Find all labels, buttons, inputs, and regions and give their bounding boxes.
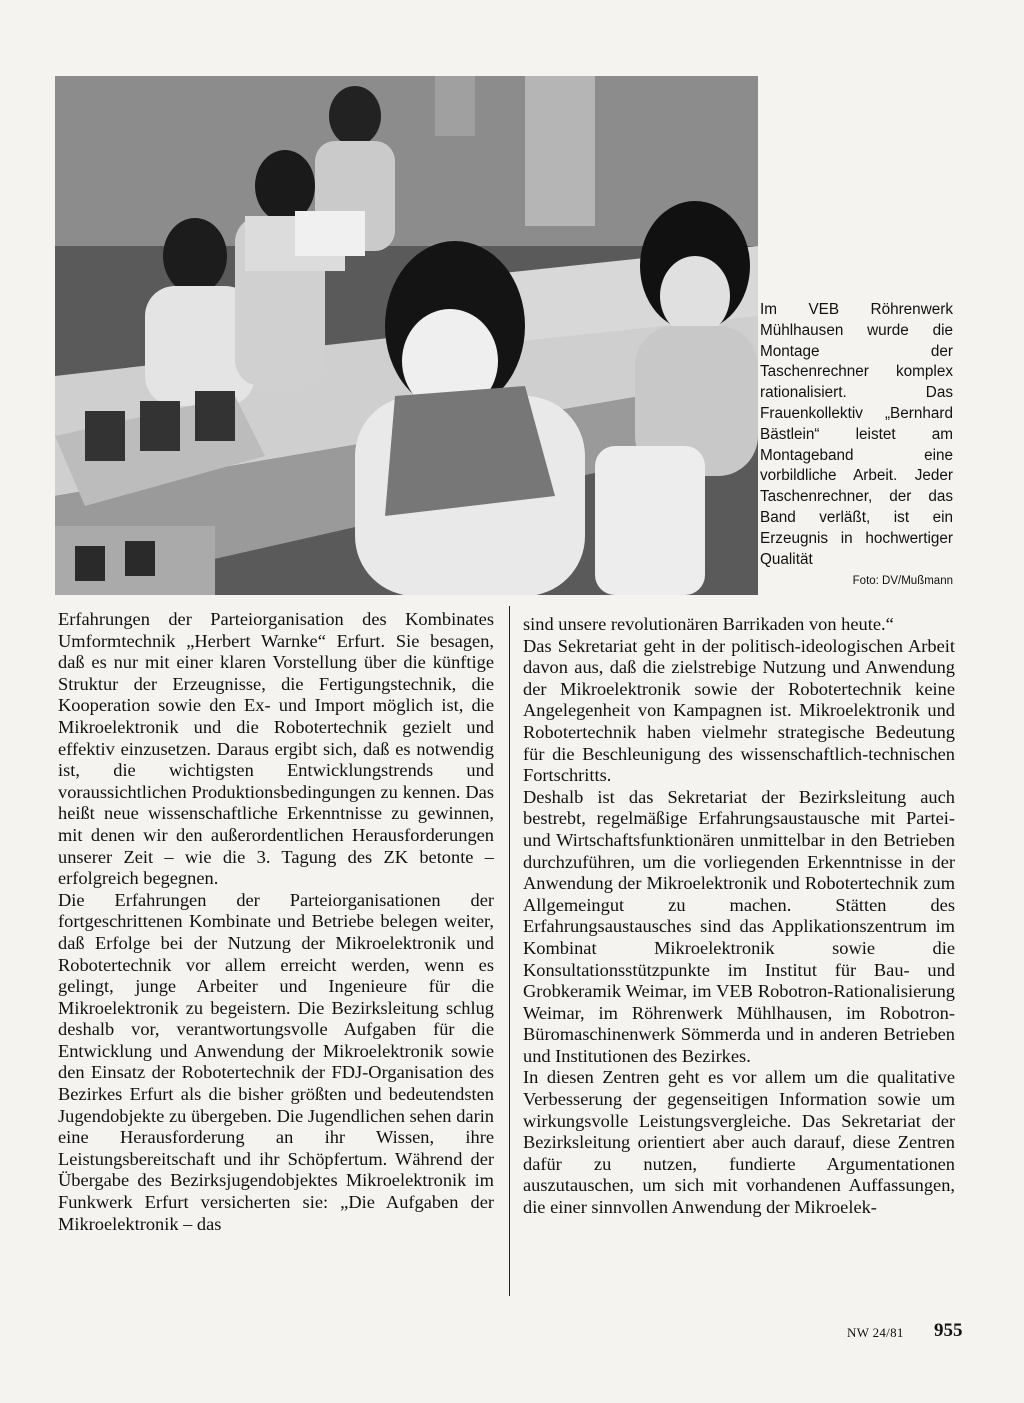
journal-issue: NW 24/81: [847, 1325, 904, 1340]
page-number: 955: [934, 1320, 963, 1341]
paragraph: Die Erfahrungen der Parteiorganisationen der fortgeschrittenen Kombinate und Betriebe belegen weiter, daß Erfolge bei der Nutzung der Mikroelektronik und Robotertechnik vor allem erreicht werden, wenn es gelingt, junge Arbeiter und Ingenieure für die Mikroelektronik zu begeistern. Die Bezirksleitung schlug deshalb vor, verantwortungsvolle Aufgaben für die Entwicklung und Anwendung der Mikroelektronik sowie den Einsatz der Robotertechnik der FDJ-Organisation des Bezirkes Erfurt als die bisher größten und bedeutendsten Jugendobjekte zu übergeben. Die Jugendlichen sehen darin eine Herausforderung an ihr Wissen, ihre Leistungsbereitschaft und ihr Schöpfertum. Während der Übergabe des Bezirksjugendobjektes Mikroelektronik im Funkwerk Erfurt versicherten sie: „Die Aufgaben der Mikroelektronik – das: [58, 889, 494, 1234]
article-column-right: [523, 614, 955, 1219]
column-divider: [509, 606, 510, 1296]
caption-text: Im VEB Röhrenwerk Mühlhausen wurde die Montage der Taschenrechner komplex rationalisiert. Das Frauenkollektiv „Bernhard Bästlein“ leistet am Montageband eine vorbildliche Arbeit. Jeder Taschenrechner, der das Band verläßt, ist ein Erzeugnis in hochwertiger Qualität: [760, 301, 953, 568]
paragraph: sind unsere revolutionären Barrikaden von heute.“: [523, 614, 894, 634]
photo-caption: [760, 300, 953, 570]
assembly-line-photo: [55, 76, 758, 595]
paragraph: Deshalb ist das Sekretariat der Bezirksleitung auch bestrebt, regelmäßige Erfahrungsaustausche mit Partei- und Wirtschaftsfunktionären unmittelbar in den Betrieben durchzuführen, um die vorliegenden Erkenntnisse in der Anwendung der Mikroelektronik und Robotertechnik zum Allgemeingut zu machen. Stätten des Erfahrungsaustausches sind das Applikationszentrum im Kombinat Mikroelektronik sowie die Konsultationsstützpunkte im Institut für Bau- und Grobkeramik Weimar, im VEB Robotron-Rationalisierung Weimar, im Röhrenwerk Mühlhausen, im Robotron-Büromaschinenwerk Sömmerda und in anderen Betrieben und Institutionen des Bezirkes.: [523, 786, 955, 1066]
photograph: [55, 76, 758, 595]
paragraph: In diesen Zentren geht es vor allem um die qualitative Verbesserung der gegenseitigen Information sowie um wirkungsvolle Leistungsvergleiche. Das Sekretariat der Bezirksleitung orientiert aber auch darauf, diese Zentren dafür zu nutzen, fundierte Argumentationen auszutauschen, um sich mit vorhandenen Auffassungen, die einer sinnvollen Anwendung der Mikroelek-: [523, 1067, 955, 1218]
article-column-left: [58, 609, 494, 1235]
paragraph: Das Sekretariat geht in der politisch-ideologischen Arbeit davon aus, daß die zielstrebige Nutzung und Anwendung der Mikroelektronik sowie der Robotertechnik keine Angelegenheit von Kampagnen ist. Mikroelektronik und Robotertechnik haben vielmehr strategische Bedeutung für die Beschleunigung des wissenschaftlich-technischen Fortschritts.: [523, 635, 955, 786]
paragraph: Erfahrungen der Parteiorganisation des Kombinates Umformtechnik „Herbert Warnke“ Erfurt. Sie besagen, daß es nur mit einer klaren Vorstellung über die künftige Struktur der Erzeugnisse, die Fertigungstechnik, die Kooperation sowie den Ex- und Import möglich ist, die Mikroelektronik und die Robotertechnik gezielt und effektiv einzusetzen. Daraus ergibt sich, daß es notwendig ist, die wichtigsten Entwicklungstrends und voraussichtlichen Produktionsbedingungen zu kennen. Das heißt neue wissenschaftliche Erkenntnisse zu gewinnen, mit denen wir den außerordentlichen Herausforderungen unserer Zeit – wie die 3. Tagung des ZK betonte – erfolgreich begegnen.: [58, 609, 494, 889]
photo-credit: Foto: DV/Mußmann: [852, 575, 953, 587]
